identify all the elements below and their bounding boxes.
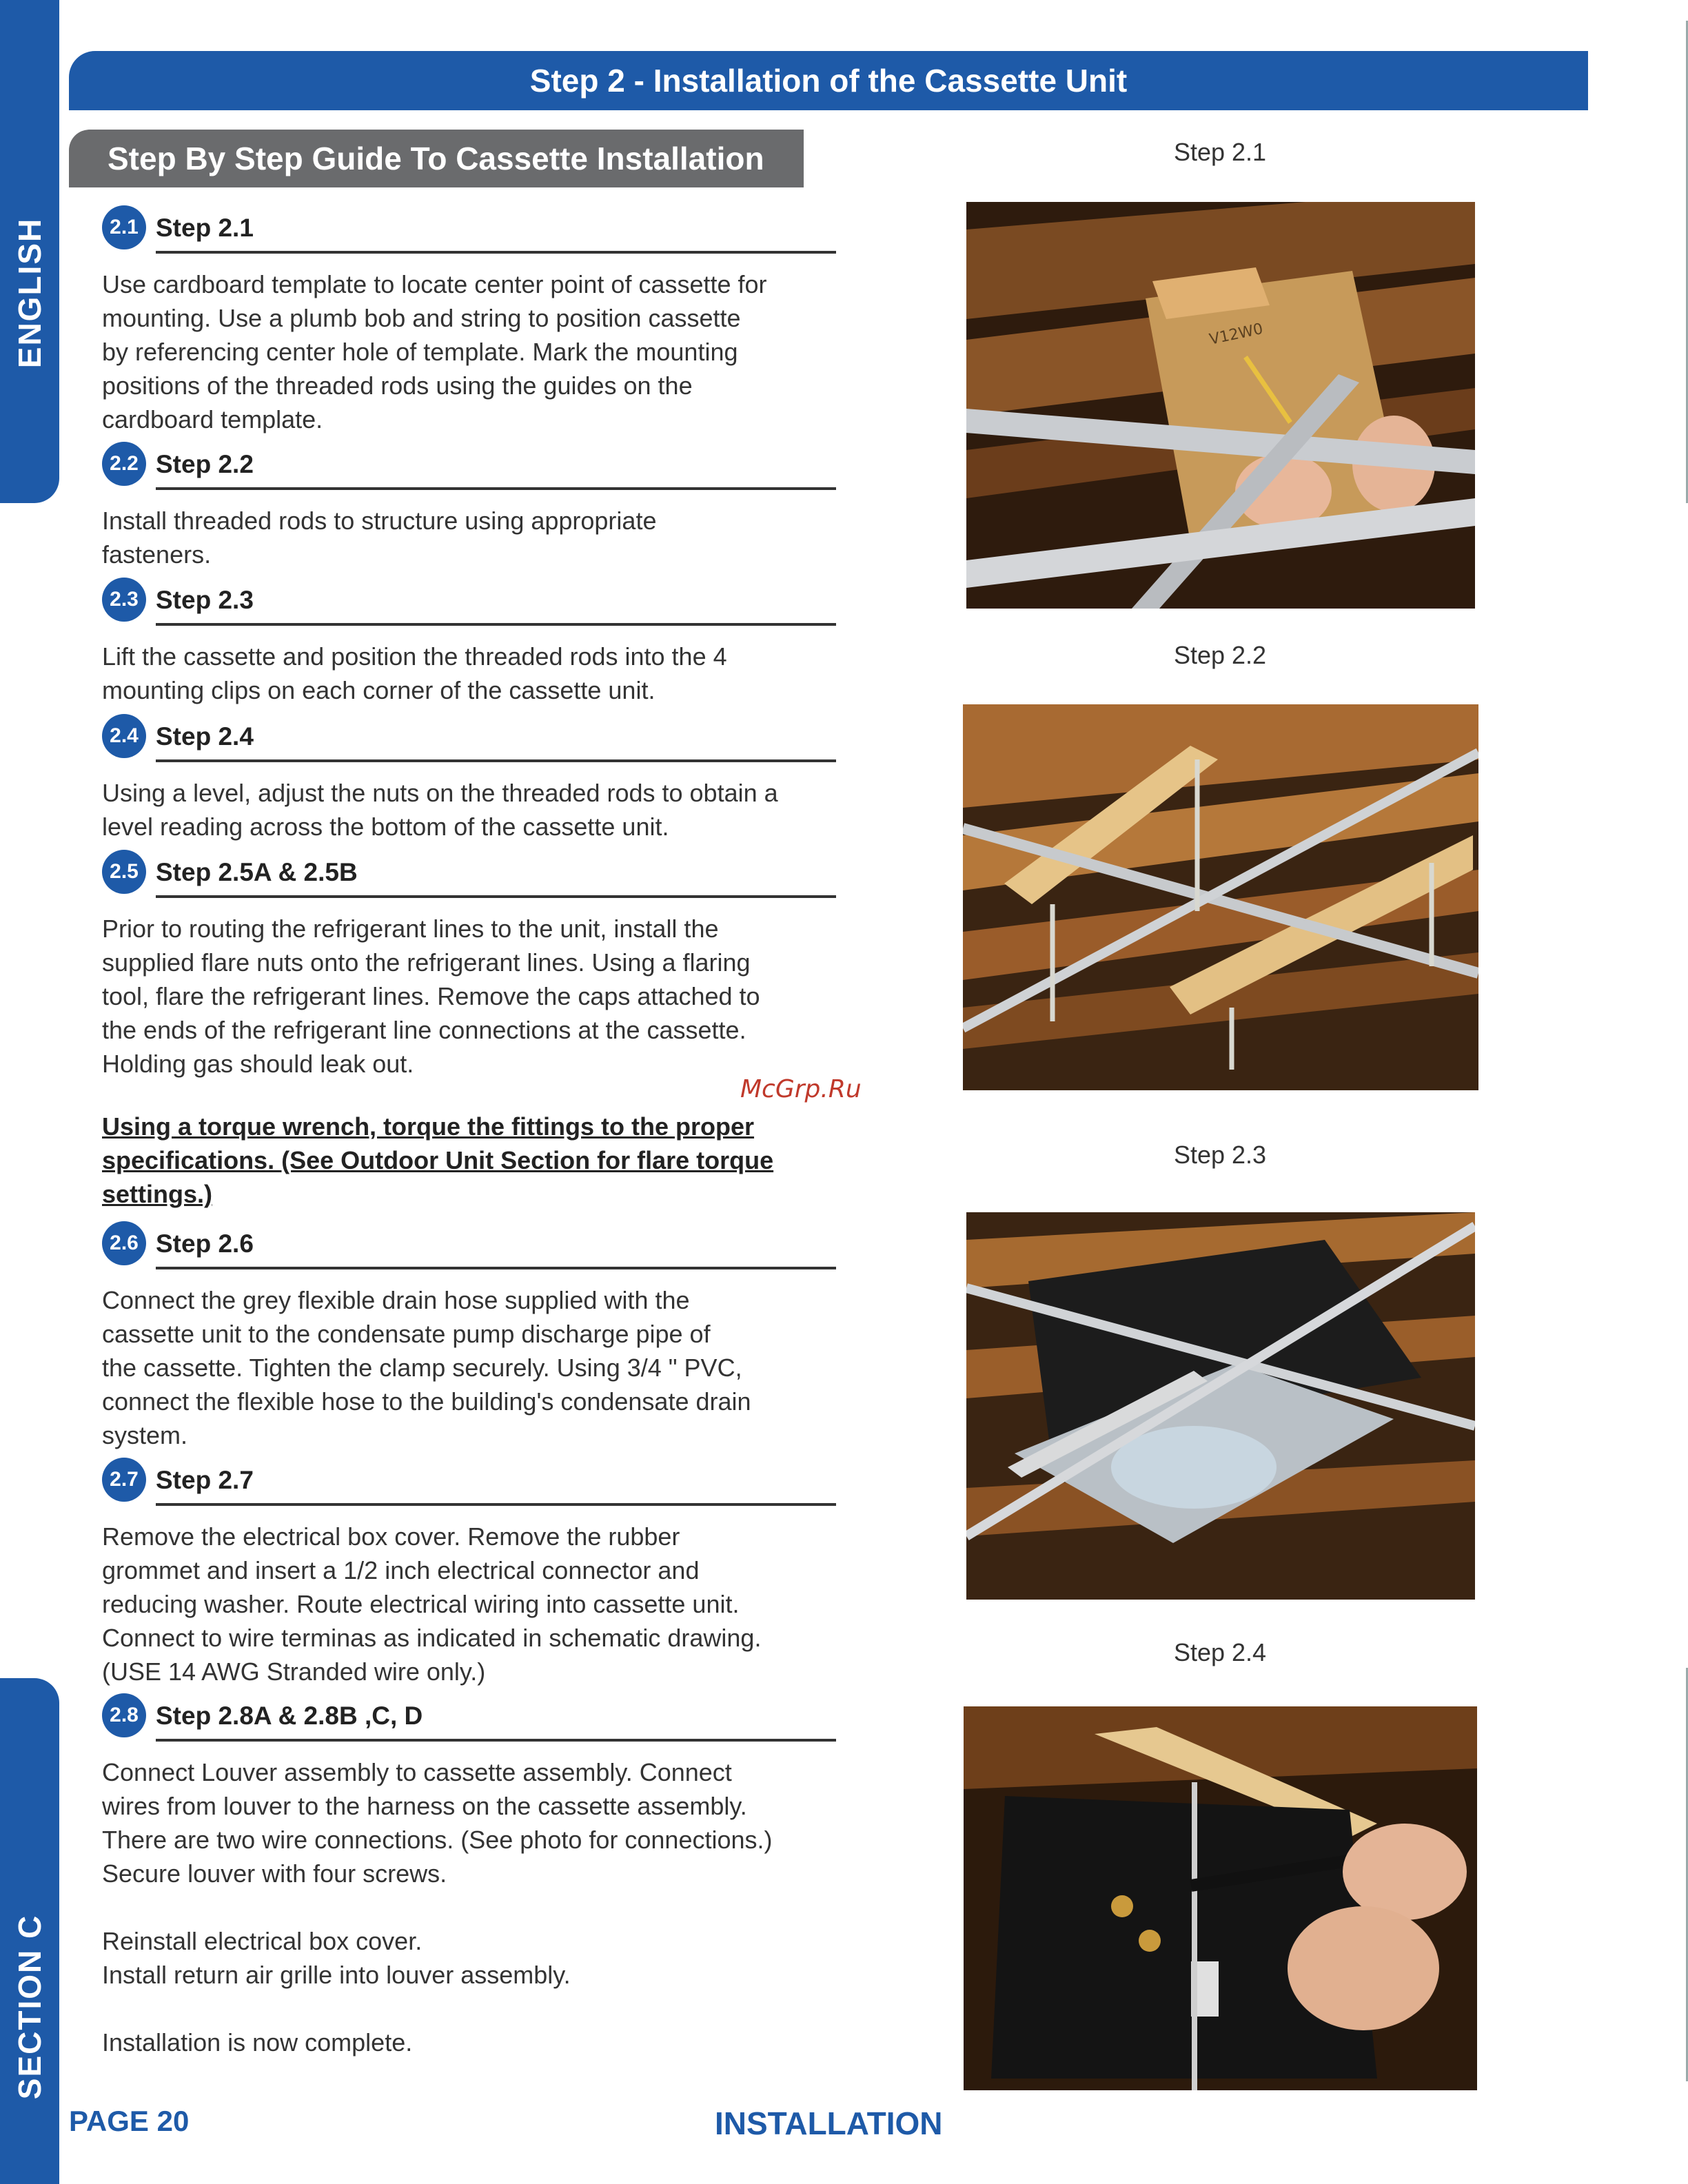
step-2-7 (102, 1458, 836, 1688)
step-2-5 (102, 850, 836, 1081)
step-title: Step 2.5A & 2.5B (156, 858, 358, 886)
step-divider (156, 1503, 836, 1506)
step-title: Step 2.7 (156, 1466, 254, 1494)
photo-step-2-1 (966, 202, 1475, 609)
step-body: Lift the cassette and position the threaded rods into the 4 mounting clips on each corner of the cassette unit. (102, 642, 727, 704)
step-2-3 (102, 578, 836, 707)
step-body: Use cardboard template to locate center point of cassette for mounting. Use a plumb bob and string to position cassette by referencing center hole of template. Mark the mounting positions of the threaded rods using the guides on the cardboard template. (102, 270, 767, 433)
step-badge: 2.6 (102, 1221, 146, 1265)
section-tab (0, 1678, 59, 2184)
step-body: Connect Louver assembly to cassette assembly. Connect wires from louver to the harness on the cassette assembly. There are two wire connections. (See photo for connections.) Secure louver with four screws. Reinstall electrical box cover. Install return air grille into louver assembly. Installation is now complete. (102, 1758, 773, 2057)
language-tab (0, 0, 59, 503)
step-badge: 2.1 (102, 205, 146, 249)
template-label: V12W0 (1208, 320, 1265, 349)
step-badge: 2.3 (102, 578, 146, 622)
step-title: Step 2.8A & 2.8B ,C, D (156, 1702, 423, 1730)
page-header (69, 51, 1588, 110)
step-body: Remove the electrical box cover. Remove the rubber grommet and insert a 1/2 inch electrical connector and reducing washer. Route electrical wiring into cassette unit. Connect to wire terminas as indicated in schematic drawing. (USE 14 AWG Stranded wire only.) (102, 1522, 762, 1686)
footer-section: INSTALLATION (715, 2105, 943, 2141)
guide-banner (69, 130, 804, 187)
photo-caption: Step 2.1 (1173, 138, 1267, 166)
step-title: Step 2.2 (156, 450, 254, 478)
step-title: Step 2.3 (156, 586, 254, 614)
step-body: Install threaded rods to structure using appropriate fasteners. (102, 507, 657, 569)
step-title: Step 2.6 (156, 1229, 254, 1258)
step-badge: 2.2 (102, 442, 146, 486)
guide-title: Step By Step Guide To Cassette Installation (108, 141, 764, 176)
step-badge: 2.5 (102, 850, 146, 894)
step-badge: 2.8 (102, 1693, 146, 1737)
step-divider (156, 623, 836, 626)
step-title: Step 2.1 (156, 214, 254, 242)
photo-caption: Step 2.3 (1173, 1141, 1267, 1169)
step-2-4 (102, 714, 836, 844)
step-2-1 (102, 205, 836, 436)
step-divider (156, 1267, 836, 1269)
step-divider (156, 895, 836, 898)
watermark: McGrp.Ru (740, 1075, 862, 1103)
step-divider (156, 759, 836, 762)
step-2-8 (102, 1693, 836, 2059)
step-2-2 (102, 442, 836, 571)
photo-caption: Step 2.4 (1173, 1638, 1267, 1666)
torque-note: Using a torque wrench, torque the fittings to the proper specifications. (See Outdoor Unit Section for flare torque settings.) (102, 1112, 774, 1208)
step-divider (156, 1739, 836, 1742)
photo-step-2-3 (966, 1212, 1475, 1600)
photo-caption: Step 2.2 (1173, 641, 1267, 669)
step-divider (156, 251, 836, 254)
step-divider (156, 487, 836, 490)
step-body: Connect the grey flexible drain hose supplied with the cassette unit to the condensate pump discharge pipe of the cassette. Tighten the clamp securely. Using 3/4 " PVC, connect the flexible hose to the building's condensate drain system. (102, 1286, 751, 1449)
photo-step-2-2 (963, 704, 1478, 1090)
language-label: ENGLISH (12, 217, 48, 369)
step-body: Using a level, adjust the nuts on the threaded rods to obtain a level reading across the bottom of the cassette unit. (102, 779, 778, 841)
step-2-6 (102, 1221, 836, 1452)
step-body: Prior to routing the refrigerant lines to the unit, install the supplied flare nuts onto the refrigerant lines. Using a flaring tool, flare the refrigerant lines. Remove the caps attached to the ends of the refrigerant line connections at the cassette. Holding gas should leak out. (102, 915, 760, 1078)
page-number: PAGE 20 (69, 2105, 190, 2137)
page-title: Step 2 - Installation of the Cassette Unit (529, 63, 1128, 99)
section-label: SECTION C (12, 1914, 48, 2100)
step-badge: 2.4 (102, 714, 146, 758)
step-badge: 2.7 (102, 1458, 146, 1502)
step-title: Step 2.4 (156, 722, 254, 751)
photo-step-2-4 (964, 1706, 1477, 2090)
